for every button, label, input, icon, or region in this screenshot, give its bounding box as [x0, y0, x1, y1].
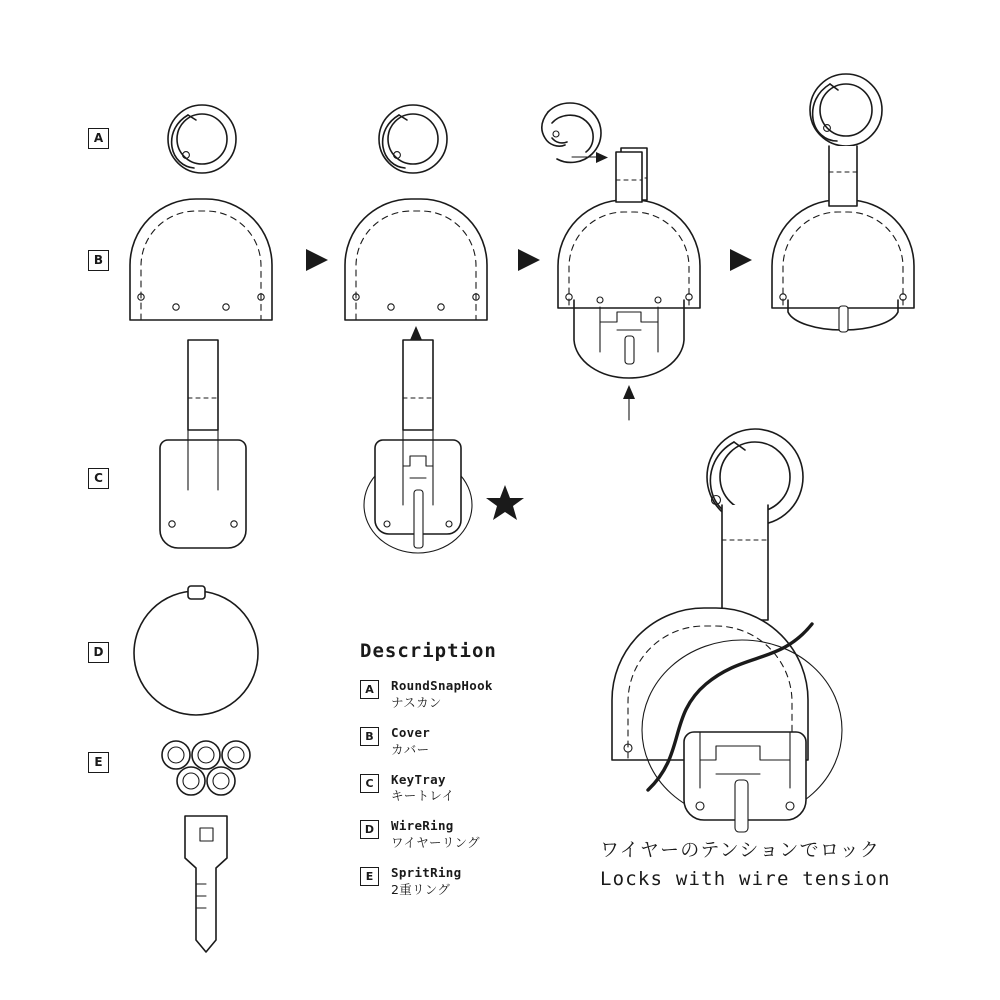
row-badge-d: D	[88, 642, 109, 663]
description-item-e	[360, 865, 580, 899]
description-badge-c: C	[360, 774, 379, 793]
caption-block	[600, 836, 930, 893]
description-en-c: KeyTray	[391, 771, 446, 787]
description-badge-e: E	[360, 867, 379, 886]
split-rings	[162, 741, 250, 795]
description-en-a: RoundSnapHook	[391, 678, 493, 693]
cover-col4-assembled	[772, 146, 914, 332]
row-badge-e: E	[88, 752, 109, 773]
description-item-b	[360, 725, 580, 759]
description-en-e: SpritRing	[391, 865, 462, 880]
description-item-d	[360, 818, 580, 852]
description-badge-b: B	[360, 727, 379, 746]
description-panel	[360, 640, 580, 912]
snap-hook-col1	[168, 105, 236, 173]
key-tray-col2	[364, 340, 524, 553]
final-assembly-illustration	[612, 429, 842, 832]
row-badge-c: C	[88, 468, 109, 489]
arrow-right-2	[518, 249, 540, 271]
description-en-d: WireRing	[391, 818, 454, 834]
cover-col1	[130, 199, 272, 320]
cover-col3-assembly	[558, 152, 700, 420]
description-jp-a: ナスカン	[391, 694, 442, 710]
description-title: Description	[360, 640, 497, 662]
wire-ring	[134, 586, 258, 715]
key-illustration	[185, 816, 227, 952]
description-item-a	[360, 678, 580, 712]
row-badge-b: B	[88, 250, 109, 271]
snap-hook-col4	[810, 74, 882, 146]
description-item-c	[360, 772, 580, 806]
arrow-right-3	[730, 249, 752, 271]
description-badge-d: D	[360, 820, 379, 839]
star-icon	[486, 485, 524, 520]
description-jp-b: カバー	[391, 741, 430, 757]
caption-japanese: ワイヤーのテンションでロック	[600, 839, 881, 861]
description-jp-e: 2重リング	[391, 881, 451, 897]
caption-english: Locks with wire tension	[600, 867, 891, 890]
description-en-b: Cover	[391, 724, 431, 740]
arrow-right-1	[306, 249, 328, 271]
snap-hook-col2	[379, 105, 447, 173]
description-jp-c: キートレイ	[391, 788, 455, 804]
key-tray-col1	[160, 340, 246, 548]
description-badge-a: A	[360, 680, 379, 699]
row-badge-a: A	[88, 128, 109, 149]
description-jp-d: ワイヤーリング	[391, 835, 480, 851]
